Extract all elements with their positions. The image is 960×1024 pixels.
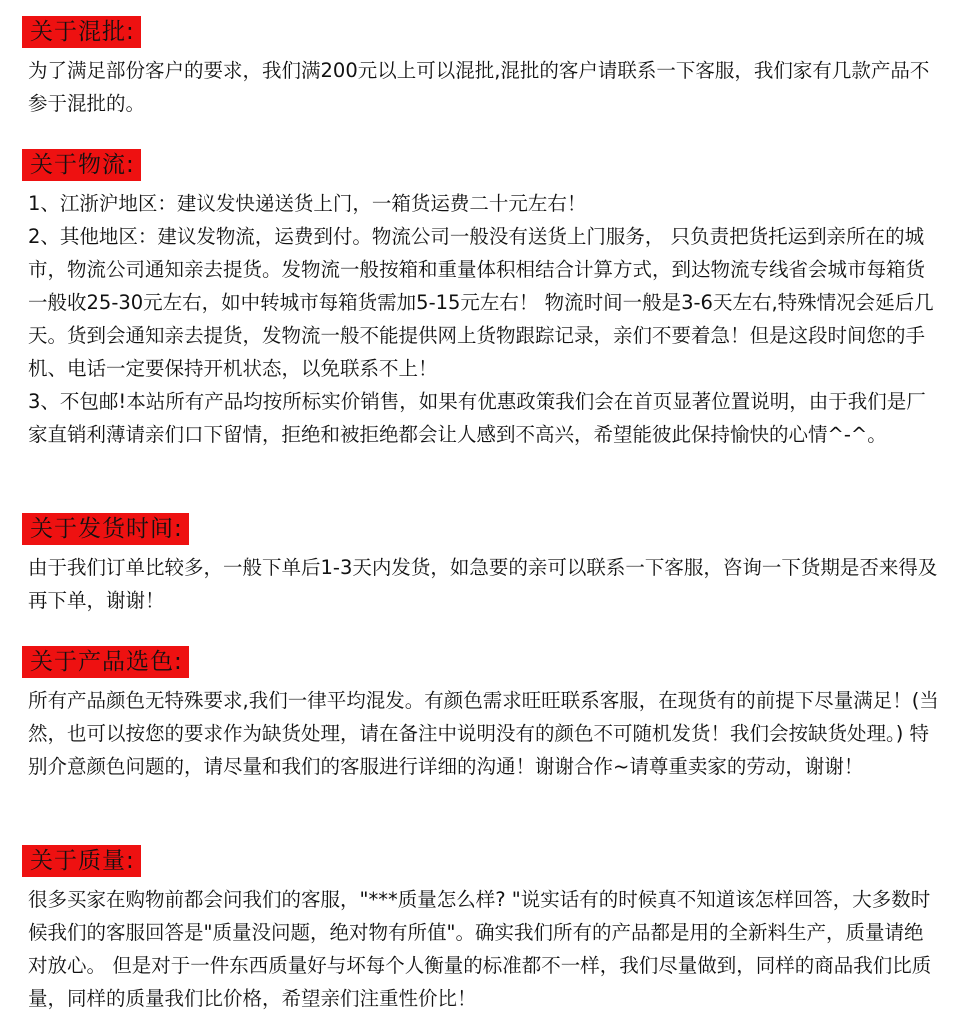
section-shipping-time <box>22 513 940 617</box>
section-heading: 关于发货时间: <box>22 513 189 545</box>
section-paragraph: 2、其他地区：建议发物流，运费到付。物流公司一般没有送货上门服务， 只负责把货托运到亲所在的城市，物流公司通知亲去提货。发物流一般按箱和重量体积相结合计算方式，到达物流专线省会城市每箱货一般收25-30元左右，如中转城市每箱货需加5-15元左右！ 物流时间一般是3-6天左右,特殊情况会延后几天。货到会通知亲去提货，发物流一般不能提供网上货物跟踪记录，亲们不要着急！但是这段时间您的手机、电话一定要保持开机状态，以免联系不上！ <box>28 225 934 380</box>
section-paragraph: 由于我们订单比较多，一般下单后1-3天内发货，如急要的亲可以联系一下客服，咨询一下货期是否来得及再下单，谢谢！ <box>28 556 938 612</box>
section-heading: 关于产品选色: <box>22 646 189 678</box>
section-heading: 关于混批: <box>22 16 141 48</box>
section-color-selection <box>22 646 940 783</box>
section-mixed-wholesale <box>22 16 940 120</box>
section-paragraph: 很多买家在购物前都会问我们的客服，"***质量怎么样? "说实话有的时候真不知道该怎样回答，大多数时候我们的客服回答是"质量没问题，绝对物有所值"。确实我们所有的产品都是用的全新料生产，质量请绝对放心。 但是对于一件东西质量好与坏每个人衡量的标准都不一样，我们尽量做到，同样的商品我们比质量，同样的质量我们比价格，希望亲们注重性价比！ <box>28 888 932 1010</box>
section-paragraph: 1、江浙沪地区：建议发快递送货上门，一箱货运费二十元左右！ <box>28 192 587 215</box>
section-paragraph: 为了满足部份客户的要求，我们满200元以上可以混批,混批的客户请联系一下客服，我们家有几款产品不参于混批的。 <box>28 59 930 115</box>
section-paragraph: 所有产品颜色无特殊要求,我们一律平均混发。有颜色需求旺旺联系客服，在现货有的前提下尽量满足！(当然，也可以按您的要求作为缺货处理，请在备注中说明没有的颜色不可随机发货！我们会按缺货处理。) 特别介意颜色问题的，请尽量和我们的客服进行详细的沟通！谢谢合作~请尊重卖家的劳动，谢谢！ <box>28 689 939 778</box>
section-heading: 关于物流: <box>22 149 141 181</box>
section-quality <box>22 845 940 1015</box>
section-heading: 关于质量: <box>22 845 141 877</box>
section-logistics <box>22 149 940 451</box>
section-paragraph: 3、不包邮!本站所有产品均按所标实价销售，如果有优惠政策我们会在首页显著位置说明，由于我们是厂家直销利薄请亲们口下留情，拒绝和被拒绝都会让人感到不高兴，希望能彼此保持愉快的心情^-^。 <box>28 390 926 446</box>
